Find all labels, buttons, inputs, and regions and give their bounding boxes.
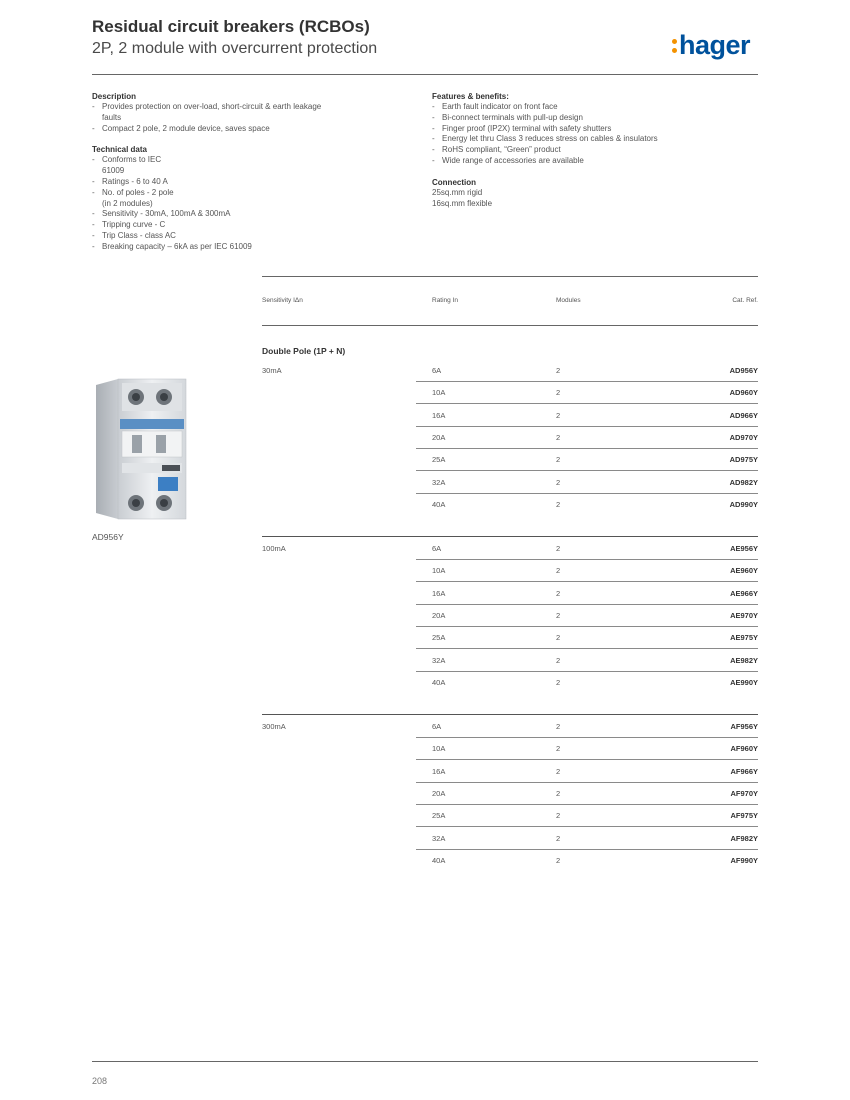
table-top-divider	[262, 276, 758, 277]
rating-cell: 20A	[432, 611, 446, 620]
rating-cell: 40A	[432, 678, 446, 687]
row-divider	[416, 759, 758, 760]
modules-cell: 2	[556, 856, 561, 865]
technical-item: - Ratings - 6 to 40 A	[92, 177, 332, 188]
row-divider	[416, 648, 758, 649]
sensitivity-label: 300mA	[262, 722, 286, 731]
row-divider	[416, 470, 758, 471]
catref-cell: AE990Y	[730, 678, 758, 687]
technical-item: - Conforms to IEC 61009	[92, 155, 164, 177]
modules-cell: 2	[556, 811, 561, 820]
rating-cell: 32A	[432, 834, 446, 843]
rcbo-product-image	[92, 375, 190, 523]
hager-logo	[672, 30, 750, 61]
modules-cell: 2	[556, 678, 561, 687]
connection-section	[432, 177, 758, 210]
modules-cell: 2	[556, 500, 561, 509]
technical-heading: Technical data	[92, 145, 147, 155]
rating-cell: 40A	[432, 500, 446, 509]
feature-item: - Bi-connect terminals with pull-up design	[432, 113, 758, 124]
rating-cell: 25A	[432, 455, 446, 464]
technical-item: - Tripping curve - C	[92, 220, 332, 231]
rating-cell: 32A	[432, 656, 446, 665]
row-divider	[416, 737, 758, 738]
catref-cell: AD975Y	[729, 455, 758, 464]
sensitivity-label: 30mA	[262, 366, 282, 375]
modules-cell: 2	[556, 411, 561, 420]
row-divider	[416, 448, 758, 449]
modules-cell: 2	[556, 455, 561, 464]
catref-cell: AF975Y	[730, 811, 758, 820]
connection-line: 16sq.mm flexible	[432, 198, 493, 208]
description-heading: Description	[92, 92, 137, 101]
description-item: - Provides protection on over-load, short-circuit & earth leakage faults	[92, 102, 324, 124]
row-divider	[416, 626, 758, 627]
rating-cell: 16A	[432, 411, 446, 420]
modules-cell: 2	[556, 656, 561, 665]
technical-item: - Trip Class - class AC	[92, 231, 332, 242]
technical-item: - No. of poles - 2 pole (in 2 modules)	[92, 188, 182, 210]
rating-cell: 32A	[432, 478, 446, 487]
catref-cell: AF960Y	[730, 744, 758, 753]
feature-item: - RoHS compliant, “Green” product	[432, 145, 758, 156]
product-caption: AD956Y	[92, 532, 124, 542]
connection-line: 25sq.mm rigid	[432, 187, 483, 197]
col-header-modules: Modules	[556, 297, 581, 304]
features-heading: Features & benefits:	[432, 92, 509, 101]
rating-cell: 20A	[432, 433, 446, 442]
row-divider	[416, 493, 758, 494]
catref-cell: AE975Y	[730, 633, 758, 642]
catref-cell: AF956Y	[730, 722, 758, 731]
modules-cell: 2	[556, 566, 561, 575]
catref-cell: AF970Y	[730, 789, 758, 798]
catref-cell: AD982Y	[729, 478, 758, 487]
technical-item: - Sensitivity - 30mA, 100mA & 300mA	[92, 209, 332, 220]
modules-cell: 2	[556, 478, 561, 487]
modules-cell: 2	[556, 767, 561, 776]
footer-divider	[92, 1061, 758, 1062]
modules-cell: 2	[556, 433, 561, 442]
group-divider	[262, 536, 758, 537]
modules-cell: 2	[556, 789, 561, 798]
rating-cell: 10A	[432, 744, 446, 753]
modules-cell: 2	[556, 544, 561, 553]
row-divider	[416, 671, 758, 672]
connection-heading: Connection	[432, 177, 476, 187]
page-number: 208	[92, 1076, 108, 1086]
page-subtitle: 2P, 2 module with overcurrent protection	[92, 40, 378, 57]
col-header-sensitivity: Sensitivity IΔn	[262, 297, 303, 304]
description-item: - Compact 2 pole, 2 module device, saves space	[92, 124, 332, 135]
catref-cell: AE982Y	[730, 656, 758, 665]
group-title: Double Pole (1P + N)	[262, 346, 346, 356]
page-title: Residual circuit breakers (RCBOs)	[92, 17, 370, 36]
row-divider	[416, 381, 758, 382]
modules-cell: 2	[556, 388, 561, 397]
modules-cell: 2	[556, 834, 561, 843]
logo-dots-icon	[672, 35, 678, 55]
catref-cell: AF982Y	[730, 834, 758, 843]
modules-cell: 2	[556, 611, 561, 620]
catref-cell: AE966Y	[730, 589, 758, 598]
row-divider	[416, 826, 758, 827]
col-header-rating: Rating In	[432, 297, 459, 304]
catref-cell: AD960Y	[729, 388, 758, 397]
sensitivity-label: 100mA	[262, 544, 286, 553]
feature-item: - Finger proof (IP2X) terminal with safety shutters	[432, 124, 758, 135]
rating-cell: 16A	[432, 589, 446, 598]
feature-item: - Energy let thru Class 3 reduces stress on cables & insulators	[432, 134, 758, 145]
technical-item: - Breaking capacity – 6kA as per IEC 61009	[92, 242, 332, 253]
rating-cell: 6A	[432, 366, 442, 375]
modules-cell: 2	[556, 744, 561, 753]
right-info-column	[432, 91, 758, 219]
rating-cell: 20A	[432, 789, 446, 798]
feature-item: - Earth fault indicator on front face	[432, 102, 758, 113]
feature-item: - Wide range of accessories are available	[432, 156, 758, 167]
row-divider	[416, 804, 758, 805]
catref-cell: AD970Y	[729, 433, 758, 442]
rating-cell: 6A	[432, 722, 442, 731]
rating-cell: 16A	[432, 767, 446, 776]
row-divider	[416, 849, 758, 850]
left-info-column	[92, 91, 332, 263]
row-divider	[416, 403, 758, 404]
catref-cell: AD966Y	[729, 411, 758, 420]
rating-cell: 6A	[432, 544, 442, 553]
row-divider	[416, 426, 758, 427]
col-header-catref: Cat. Ref.	[732, 297, 758, 304]
row-divider	[416, 782, 758, 783]
modules-cell: 2	[556, 722, 561, 731]
rating-cell: 10A	[432, 388, 446, 397]
row-divider	[416, 559, 758, 560]
technical-section	[92, 144, 332, 252]
features-section	[432, 91, 758, 167]
catref-cell: AD990Y	[729, 500, 758, 509]
modules-cell: 2	[556, 633, 561, 642]
catref-cell: AE960Y	[730, 566, 758, 575]
rating-cell: 10A	[432, 566, 446, 575]
header-divider	[92, 74, 758, 75]
group-divider	[262, 714, 758, 715]
row-divider	[416, 604, 758, 605]
modules-cell: 2	[556, 589, 561, 598]
table-header-divider	[262, 325, 758, 326]
brand-name: hager	[679, 30, 751, 60]
row-divider	[416, 581, 758, 582]
rating-cell: 25A	[432, 633, 446, 642]
catref-cell: AF966Y	[730, 767, 758, 776]
rating-cell: 40A	[432, 856, 446, 865]
modules-cell: 2	[556, 366, 561, 375]
rating-cell: 25A	[432, 811, 446, 820]
catref-cell: AF990Y	[730, 856, 758, 865]
catref-cell: AE970Y	[730, 611, 758, 620]
catref-cell: AD956Y	[729, 366, 758, 375]
catref-cell: AE956Y	[730, 544, 758, 553]
description-section	[92, 91, 332, 134]
